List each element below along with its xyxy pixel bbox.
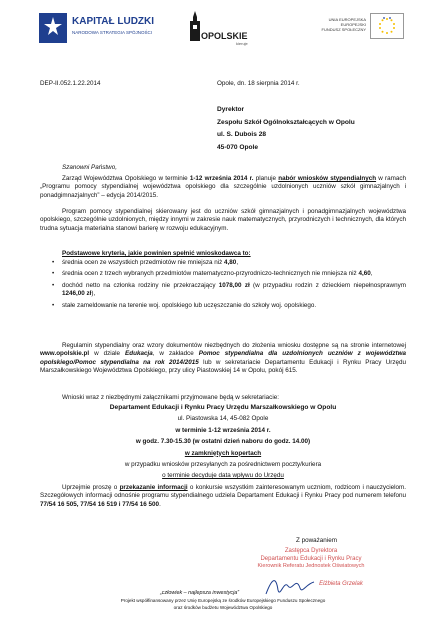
opolskie-tower-icon bbox=[188, 11, 202, 41]
logo-left-subtitle: NARODOWA STRATEGIA SPÓJNOŚCI bbox=[72, 30, 153, 35]
logo-mid-subtitle: kieruje bbox=[236, 41, 248, 46]
p1e: w ramach „Programu pomocy stypendialnej województwa opolskiego dla szczególnie uzdolnionych uczniów szkół gimnazjalnych i ponadgimnazjalnych” – edycja 2014/2015. bbox=[40, 175, 407, 199]
recipient-title: Dyrektor bbox=[217, 106, 245, 113]
bullet-icon: • bbox=[52, 259, 55, 266]
eu-line3: FUNDUSZ SPOŁECZNY bbox=[321, 27, 366, 32]
p1-nabor: nabór wniosków stypendialnych bbox=[278, 175, 377, 182]
criteria-item: • średnia ocen ze wszystkich przedmiotów nie mniejsza niż 4,80, bbox=[52, 259, 239, 266]
footer-line1: Projekt współfinansowany przez Unię Europejską ze środków Europejskiego Funduszu Społecznego bbox=[120, 598, 326, 603]
criteria-item: • dochód netto na członka rodziny nie przekraczający 1078,00 zł (w przypadku rodzin z dzieckiem niepełnosprawnym 1246,00 zł), bbox=[52, 281, 406, 298]
eu-line2: EUROPEJSKI bbox=[340, 22, 366, 27]
bullet-icon: • bbox=[52, 281, 55, 289]
criteria-title: Podstawowe kryteria, jakie powinien spełnić wnioskodawca to: bbox=[62, 250, 251, 257]
bullet-icon: • bbox=[52, 270, 55, 278]
recipient-street: ul. S. Dubois 28 bbox=[217, 131, 267, 138]
paragraph-submission: Wnioski wraz z niezbędnymi załącznikami przyjmowane będą w sekretariacie: bbox=[62, 394, 279, 401]
p1c: planuje bbox=[253, 175, 279, 182]
p1a: Zarząd Województwa Opolskiego w terminie bbox=[62, 175, 190, 182]
logo-kapital-ludzki bbox=[39, 13, 169, 47]
website-link[interactable]: www.opolskie.pl bbox=[40, 350, 90, 358]
stamp: Zastępca Dyrektora Departamentu Edukacji i Rynku Pracy Kierownik Referatu Jednostek Oświatowych Elżbieta Grzelak bbox=[257, 548, 365, 587]
criteria-list bbox=[50, 259, 406, 310]
submission-address: Departament Edukacji i Rynku Pracy Urzędu Marszałkowskiego w Opolu ul. Piastowska 14, 45-082 Opole w terminie 1-12 września 2014 r. w godz. 7.30-15.30 (w ostatni dzień naboru do godz. 14.00) w zamkniętych kopertach w przypadku wniosków przesyłanych za pośrednictwem poczty/kuriera o terminie decyduje data wpływu do Urzędu bbox=[109, 404, 337, 480]
recipient-school: Zespołu Szkół Ogólnokształcących w Opolu bbox=[217, 119, 355, 126]
logo-opolskie bbox=[186, 11, 261, 51]
reference-number: DEP-II.052.1.22.2014 bbox=[40, 80, 101, 87]
recipient-postcode: 45-070 Opole bbox=[217, 144, 259, 151]
bullet-icon: • bbox=[52, 301, 55, 309]
eu-line1: UNIA EUROPEJSKA bbox=[328, 17, 366, 22]
salutation: Szanowni Państwo, bbox=[62, 164, 117, 171]
paragraph-program: Program pomocy stypendialnej skierowany jest do uczniów szkół gimnazjalnych i ponadgimnazjalnych województwa opolskiego, szczególnie uzdolnionych, między innymi w zakresie nauk matematycznych, przyrodniczych i technicznych, dla których trudna sytuacja materialna stanowi barierę w rozwoju edukacyjnym. bbox=[40, 208, 406, 232]
place-date: Opole, dn. 18 sierpnia 2014 r. bbox=[217, 80, 300, 87]
kapital-ludzki-emblem-icon bbox=[39, 13, 67, 43]
paragraph-intro bbox=[40, 175, 406, 200]
eu-flag-icon bbox=[370, 13, 404, 39]
paragraph-regulations: Regulamin stypendialny oraz wzory dokumentów niezbędnych do złożenia wniosku dostępne są na stronie internetowej www.opolskie.pl w dziale Edukacja, w zakładce Pomoc stypendialna dla uzdolnionych uczniów z województwa opolskiego/Pomoc stypendialna na rok 2014/2015 lub w sekretariacie Departamentu Edukacji i Rynku Pracy Urzędu Marszałkowskiego Województwa Opolskiego, przy ulicy Piastowskiej 14 w Opolu, pokój 615. bbox=[40, 342, 407, 375]
logo-eu bbox=[318, 13, 404, 43]
logo-left-title: KAPITAŁ LUDZKI bbox=[72, 16, 155, 27]
p1-date: 1-12 września 2014 r. bbox=[189, 175, 254, 182]
paragraph-request: Uprzejmie proszę o przekazanie informacji o konkursie wszystkim zainteresowanym uczniom, rodzicom i nauczycielom. Szczegółowych informacji odnośnie programu stypendialnego udziela Departament Edukacji i Rynku Pracy pod numerem telefonu 77/54 16 505, 77/54 16 519 i 77/54 16 500. bbox=[40, 484, 407, 508]
footer-line2: oraz środków budżetu Województwa Opolskiego bbox=[173, 605, 273, 610]
closing-greeting: Z poważaniem bbox=[296, 537, 337, 544]
logo-mid-title: OPOLSKIE bbox=[201, 31, 248, 41]
footer-slogan: „człowiek – najlepsza inwestycja” bbox=[160, 590, 240, 596]
criteria-item: • stałe zameldowanie na terenie woj. opolskiego lub uczęszczanie do szkoły woj. opolskiego. bbox=[52, 301, 317, 309]
criteria-item: • średnia ocen z trzech wybranych przedmiotów matematyczno-przyrodniczo-technicznych nie mniejsza niż 4,60, bbox=[52, 270, 373, 278]
